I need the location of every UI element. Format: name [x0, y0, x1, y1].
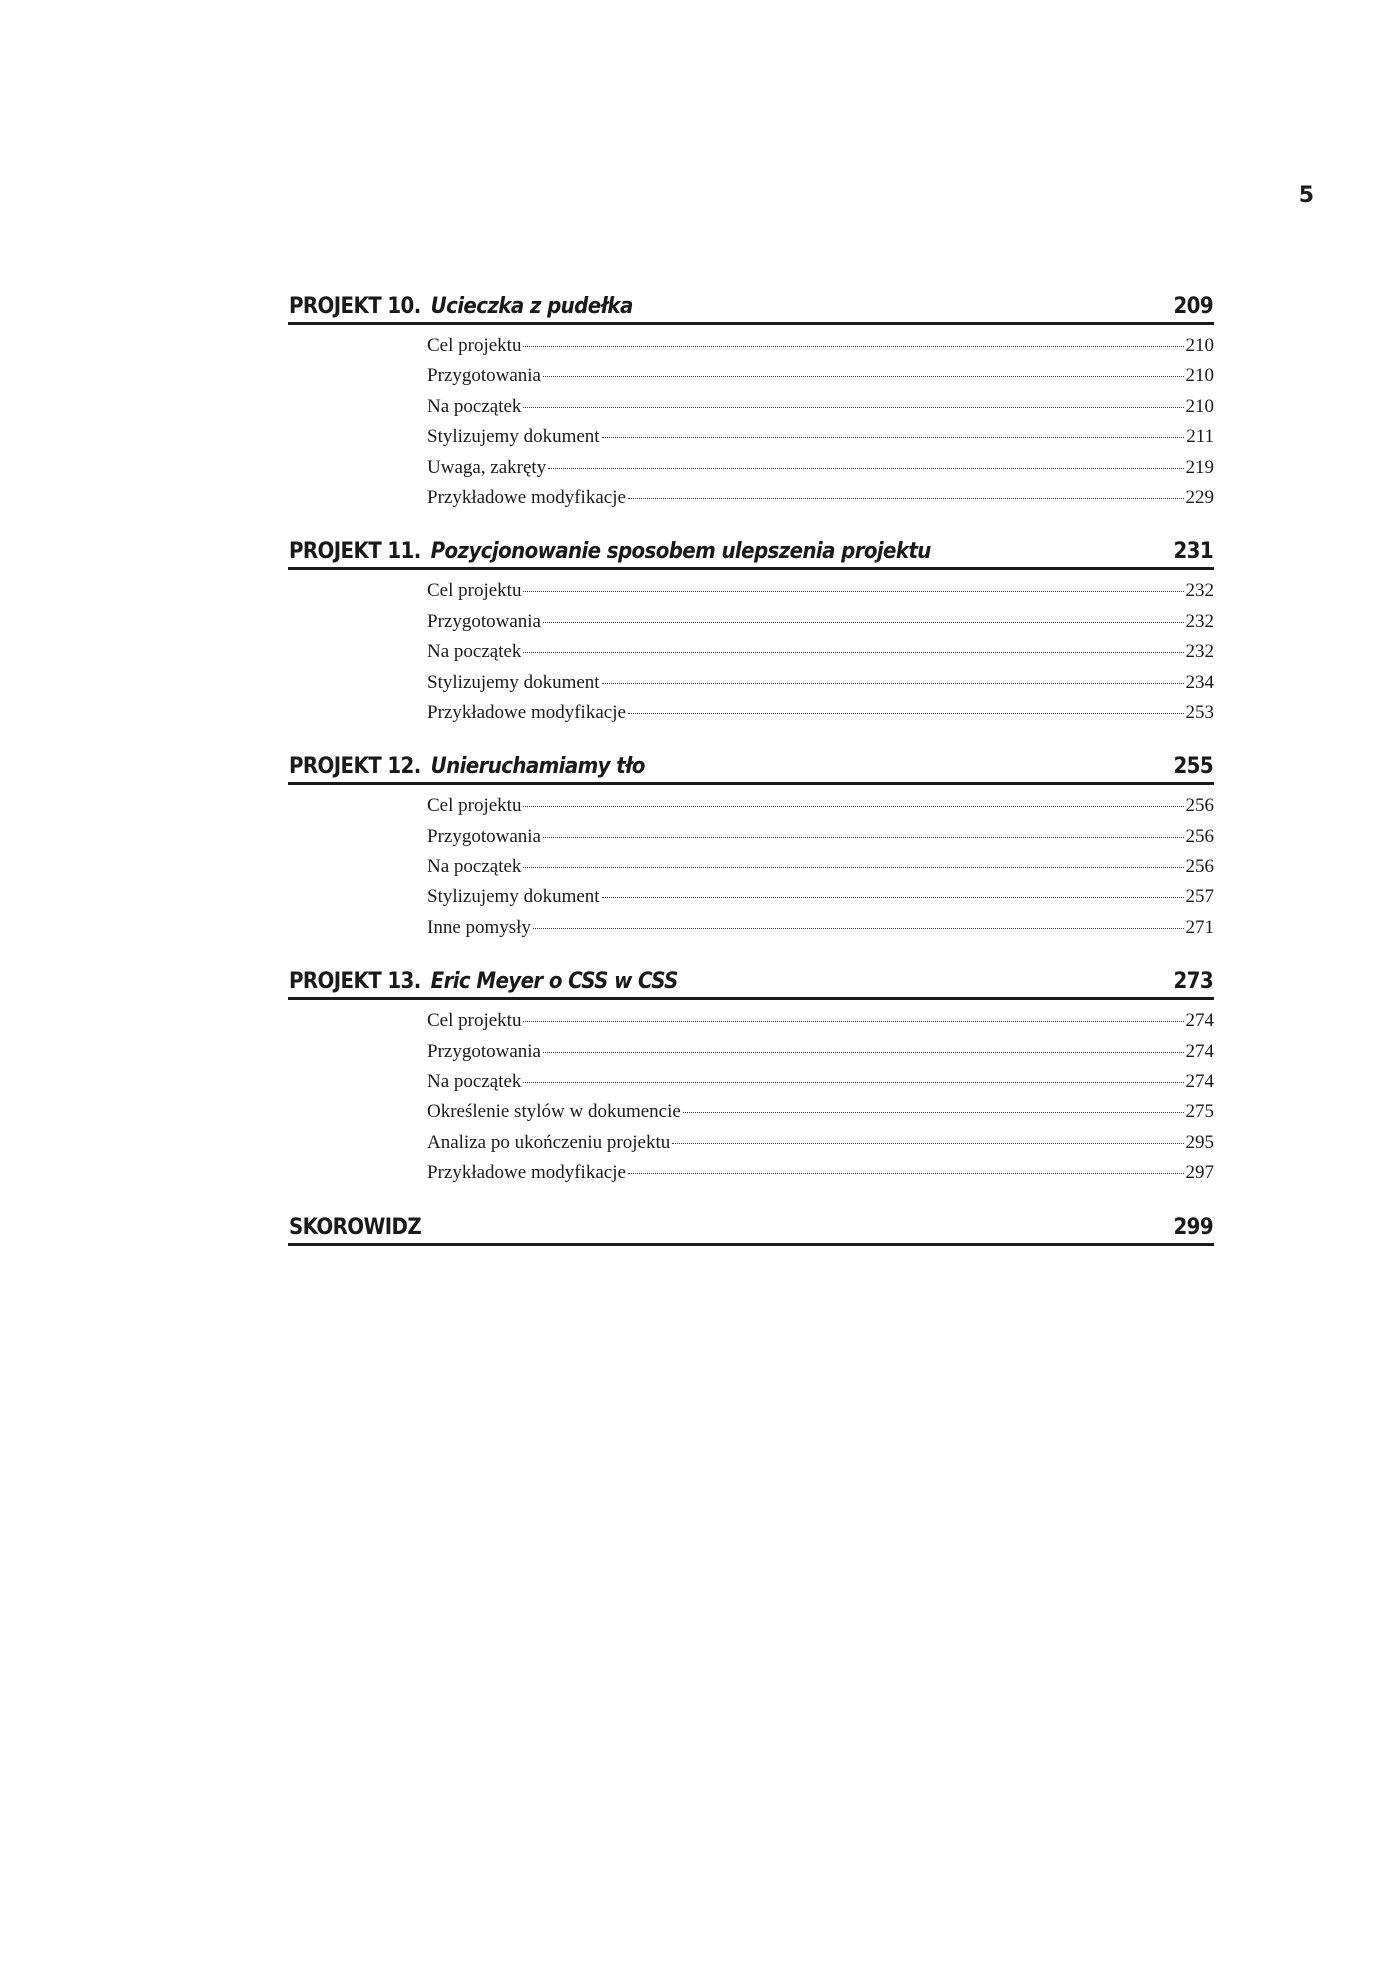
- entry-title: Przykładowe modyfikacje: [427, 486, 626, 508]
- dot-leader: [628, 498, 1184, 499]
- dot-leader: [543, 837, 1184, 838]
- section-list: [288, 570, 1214, 732]
- entry-page: 256: [1185, 795, 1214, 817]
- entry-title: Na początek: [427, 641, 522, 663]
- dot-leader: [548, 468, 1183, 469]
- dot-leader: [523, 867, 1183, 868]
- entry-title: Na początek: [427, 395, 522, 417]
- chapter-page: 299: [1173, 1214, 1213, 1240]
- chapter-title: Unieruchamiamy tło: [430, 754, 645, 780]
- entry-page: 271: [1185, 916, 1214, 938]
- dot-leader: [523, 1082, 1183, 1083]
- entry-page: 253: [1185, 701, 1214, 723]
- toc-entry[interactable]: [427, 856, 1214, 886]
- chapter-heading[interactable]: [288, 289, 1214, 325]
- section-list: [288, 785, 1214, 947]
- entry-page: 297: [1185, 1162, 1214, 1184]
- entry-title: Uwaga, zakręty: [427, 456, 547, 478]
- toc-entry[interactable]: [427, 1101, 1214, 1131]
- page-number: 5: [1298, 183, 1314, 208]
- chapter-projekt-11: [288, 534, 1214, 732]
- entry-title: Na początek: [427, 856, 522, 878]
- dot-leader: [523, 591, 1183, 592]
- entry-page: 295: [1185, 1131, 1214, 1153]
- entry-title: Przygotowania: [427, 365, 541, 387]
- dot-leader: [523, 806, 1183, 807]
- toc-entry[interactable]: [427, 1071, 1214, 1101]
- dot-leader: [543, 376, 1184, 377]
- entry-title: Przykładowe modyfikacje: [427, 701, 626, 723]
- toc-entry[interactable]: [427, 426, 1214, 456]
- chapter-number: PROJEKT 12.: [289, 754, 421, 780]
- entry-title: Stylizujemy dokument: [427, 886, 600, 908]
- dot-leader: [543, 622, 1184, 623]
- chapter-page: 209: [1173, 294, 1213, 319]
- toc-entry[interactable]: [427, 672, 1214, 702]
- dot-leader: [543, 1052, 1184, 1053]
- toc-entry[interactable]: [427, 1162, 1214, 1192]
- chapter-title: Eric Meyer o CSS w CSS: [430, 969, 678, 995]
- entry-page: 256: [1185, 825, 1214, 847]
- toc-entry[interactable]: [427, 641, 1214, 671]
- toc-entry[interactable]: [427, 917, 1214, 947]
- toc-entry[interactable]: [427, 580, 1214, 610]
- entry-title: Cel projektu: [427, 580, 522, 602]
- chapter-heading[interactable]: [288, 1210, 1214, 1246]
- table-of-contents: [288, 289, 1214, 1263]
- dot-leader: [523, 346, 1183, 347]
- toc-entry[interactable]: [427, 795, 1214, 825]
- entry-page: 274: [1185, 1071, 1214, 1093]
- entry-title: Przygotowania: [427, 1040, 541, 1062]
- chapter-label: [289, 1215, 431, 1240]
- entry-page: 232: [1185, 610, 1214, 632]
- entry-page: 219: [1185, 456, 1214, 478]
- chapter-projekt-10: [288, 289, 1214, 517]
- dot-leader: [672, 1143, 1183, 1144]
- dot-leader: [628, 1173, 1184, 1174]
- entry-page: 257: [1185, 886, 1214, 908]
- chapter-skorowidz: [288, 1210, 1214, 1246]
- chapter-number: PROJEKT 10.: [289, 294, 421, 319]
- dot-leader: [523, 407, 1183, 408]
- chapter-label: [289, 754, 645, 779]
- dot-leader: [683, 1112, 1184, 1113]
- chapter-title: Pozycjonowanie sposobem ulepszenia projektu: [430, 539, 931, 565]
- toc-entry[interactable]: [427, 365, 1214, 395]
- chapter-label: [289, 294, 633, 319]
- chapter-number: SKOROWIDZ: [289, 1214, 422, 1240]
- chapter-number: PROJEKT 13.: [289, 969, 421, 995]
- dot-leader: [523, 1021, 1183, 1022]
- chapter-projekt-12: [288, 749, 1214, 947]
- entry-page: 274: [1185, 1040, 1214, 1062]
- entry-title: Analiza po ukończeniu projektu: [427, 1131, 671, 1153]
- dot-leader: [628, 713, 1184, 714]
- toc-entry[interactable]: [427, 826, 1214, 856]
- entry-page: 234: [1185, 671, 1214, 693]
- entry-title: Cel projektu: [427, 1010, 522, 1032]
- chapter-page: 231: [1173, 539, 1213, 565]
- chapter-heading[interactable]: [288, 964, 1214, 1000]
- entry-title: Inne pomysły: [427, 916, 531, 938]
- entry-page: 256: [1185, 856, 1214, 878]
- toc-entry[interactable]: [427, 1041, 1214, 1071]
- entry-title: Przygotowania: [427, 825, 541, 847]
- chapter-projekt-13: [288, 964, 1214, 1192]
- entry-page: 210: [1185, 395, 1214, 417]
- entry-page: 232: [1185, 580, 1214, 602]
- entry-title: Określenie stylów w dokumencie: [427, 1101, 681, 1123]
- dot-leader: [602, 897, 1184, 898]
- dot-leader: [533, 928, 1184, 929]
- chapter-page: 273: [1173, 969, 1213, 995]
- toc-entry[interactable]: [427, 886, 1214, 916]
- entry-title: Cel projektu: [427, 335, 522, 356]
- entry-title: Przygotowania: [427, 610, 541, 632]
- entry-title: Stylizujemy dokument: [427, 426, 600, 448]
- chapter-page: 255: [1173, 754, 1213, 780]
- chapter-label: [289, 969, 678, 994]
- chapter-number: PROJEKT 11.: [289, 539, 421, 565]
- section-list: [288, 1000, 1214, 1192]
- entry-page: 274: [1185, 1010, 1214, 1032]
- entry-page: 232: [1185, 641, 1214, 663]
- chapter-title: Ucieczka z pudełka: [430, 294, 633, 319]
- chapter-label: [289, 539, 931, 564]
- entry-page: 229: [1185, 486, 1214, 508]
- chapter-heading[interactable]: [288, 749, 1214, 785]
- toc-entry[interactable]: [427, 335, 1214, 365]
- toc-entry[interactable]: [427, 1132, 1214, 1162]
- entry-title: Na początek: [427, 1071, 522, 1093]
- toc-entry[interactable]: [427, 457, 1214, 487]
- dot-leader: [523, 652, 1183, 653]
- toc-entry[interactable]: [427, 611, 1214, 641]
- dot-leader: [602, 437, 1185, 438]
- chapter-heading[interactable]: [288, 534, 1214, 570]
- entry-title: Cel projektu: [427, 795, 522, 817]
- entry-page: 275: [1185, 1101, 1214, 1123]
- toc-entry[interactable]: [427, 1010, 1214, 1040]
- dot-leader: [602, 683, 1184, 684]
- toc-entry[interactable]: [427, 702, 1214, 732]
- entry-page: 211: [1186, 426, 1214, 448]
- entry-page: 210: [1185, 335, 1214, 356]
- entry-title: Przykładowe modyfikacje: [427, 1162, 626, 1184]
- entry-title: Stylizujemy dokument: [427, 671, 600, 693]
- toc-entry[interactable]: [427, 396, 1214, 426]
- toc-entry[interactable]: [427, 487, 1214, 517]
- section-list: [288, 325, 1214, 517]
- entry-page: 210: [1185, 365, 1214, 387]
